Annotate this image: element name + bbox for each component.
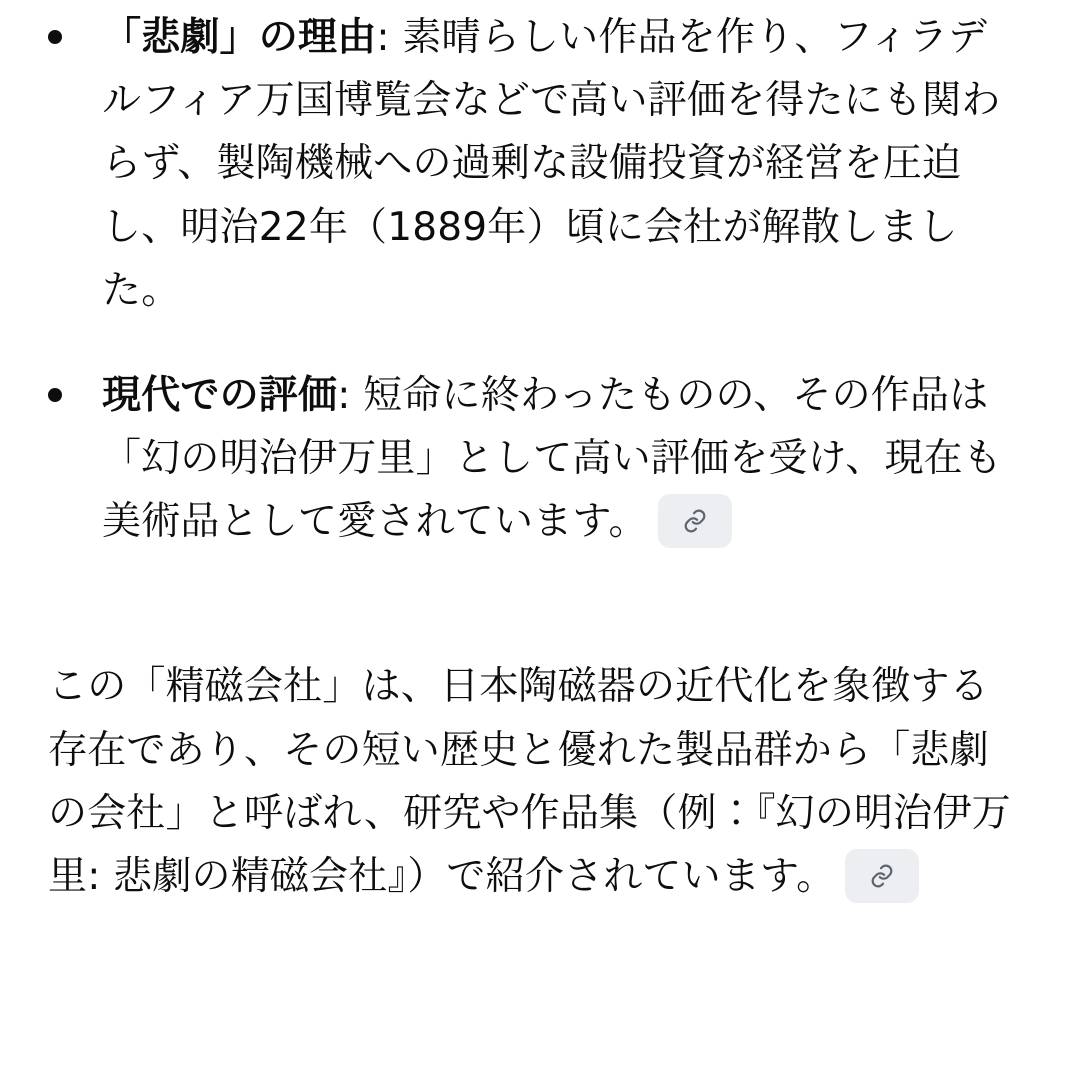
section-spacer (34, 595, 1022, 655)
bullet-list (34, 6, 1022, 553)
list-item-text: 短命に終わったものの、その作品は「幻の明治伊万里」として高い評価を受け、現在も美術品として愛されています。 (102, 372, 1003, 545)
link-icon[interactable] (845, 849, 919, 903)
list-item-lead: 現代での評価 (102, 372, 338, 418)
body-paragraph (34, 655, 1022, 908)
list-item (34, 6, 1022, 322)
list-item (34, 364, 1022, 554)
link-icon[interactable] (658, 494, 732, 548)
list-item-separator: : (376, 15, 403, 60)
list-item-text: 素晴らしい作品を作り、フィラデルフィア万国博覧会などで高い評価を得たにも関わらず、製陶機械への過剰な設備投資が経営を圧迫し、明治22年（1889年）頃に会社が解散しました。 (102, 15, 1001, 313)
body-paragraph-text: この「精磁会社」は、日本陶磁器の近代化を象徴する存在であり、その短い歴史と優れた製品群から「悲劇の会社」と呼ばれ、研究や作品集（例：『幻の明治伊万里: 悲劇の精磁会社』）で紹介されています。 (48, 664, 1011, 899)
list-item-lead: 「悲劇」の理由 (102, 15, 377, 60)
list-item-separator: : (337, 372, 364, 418)
